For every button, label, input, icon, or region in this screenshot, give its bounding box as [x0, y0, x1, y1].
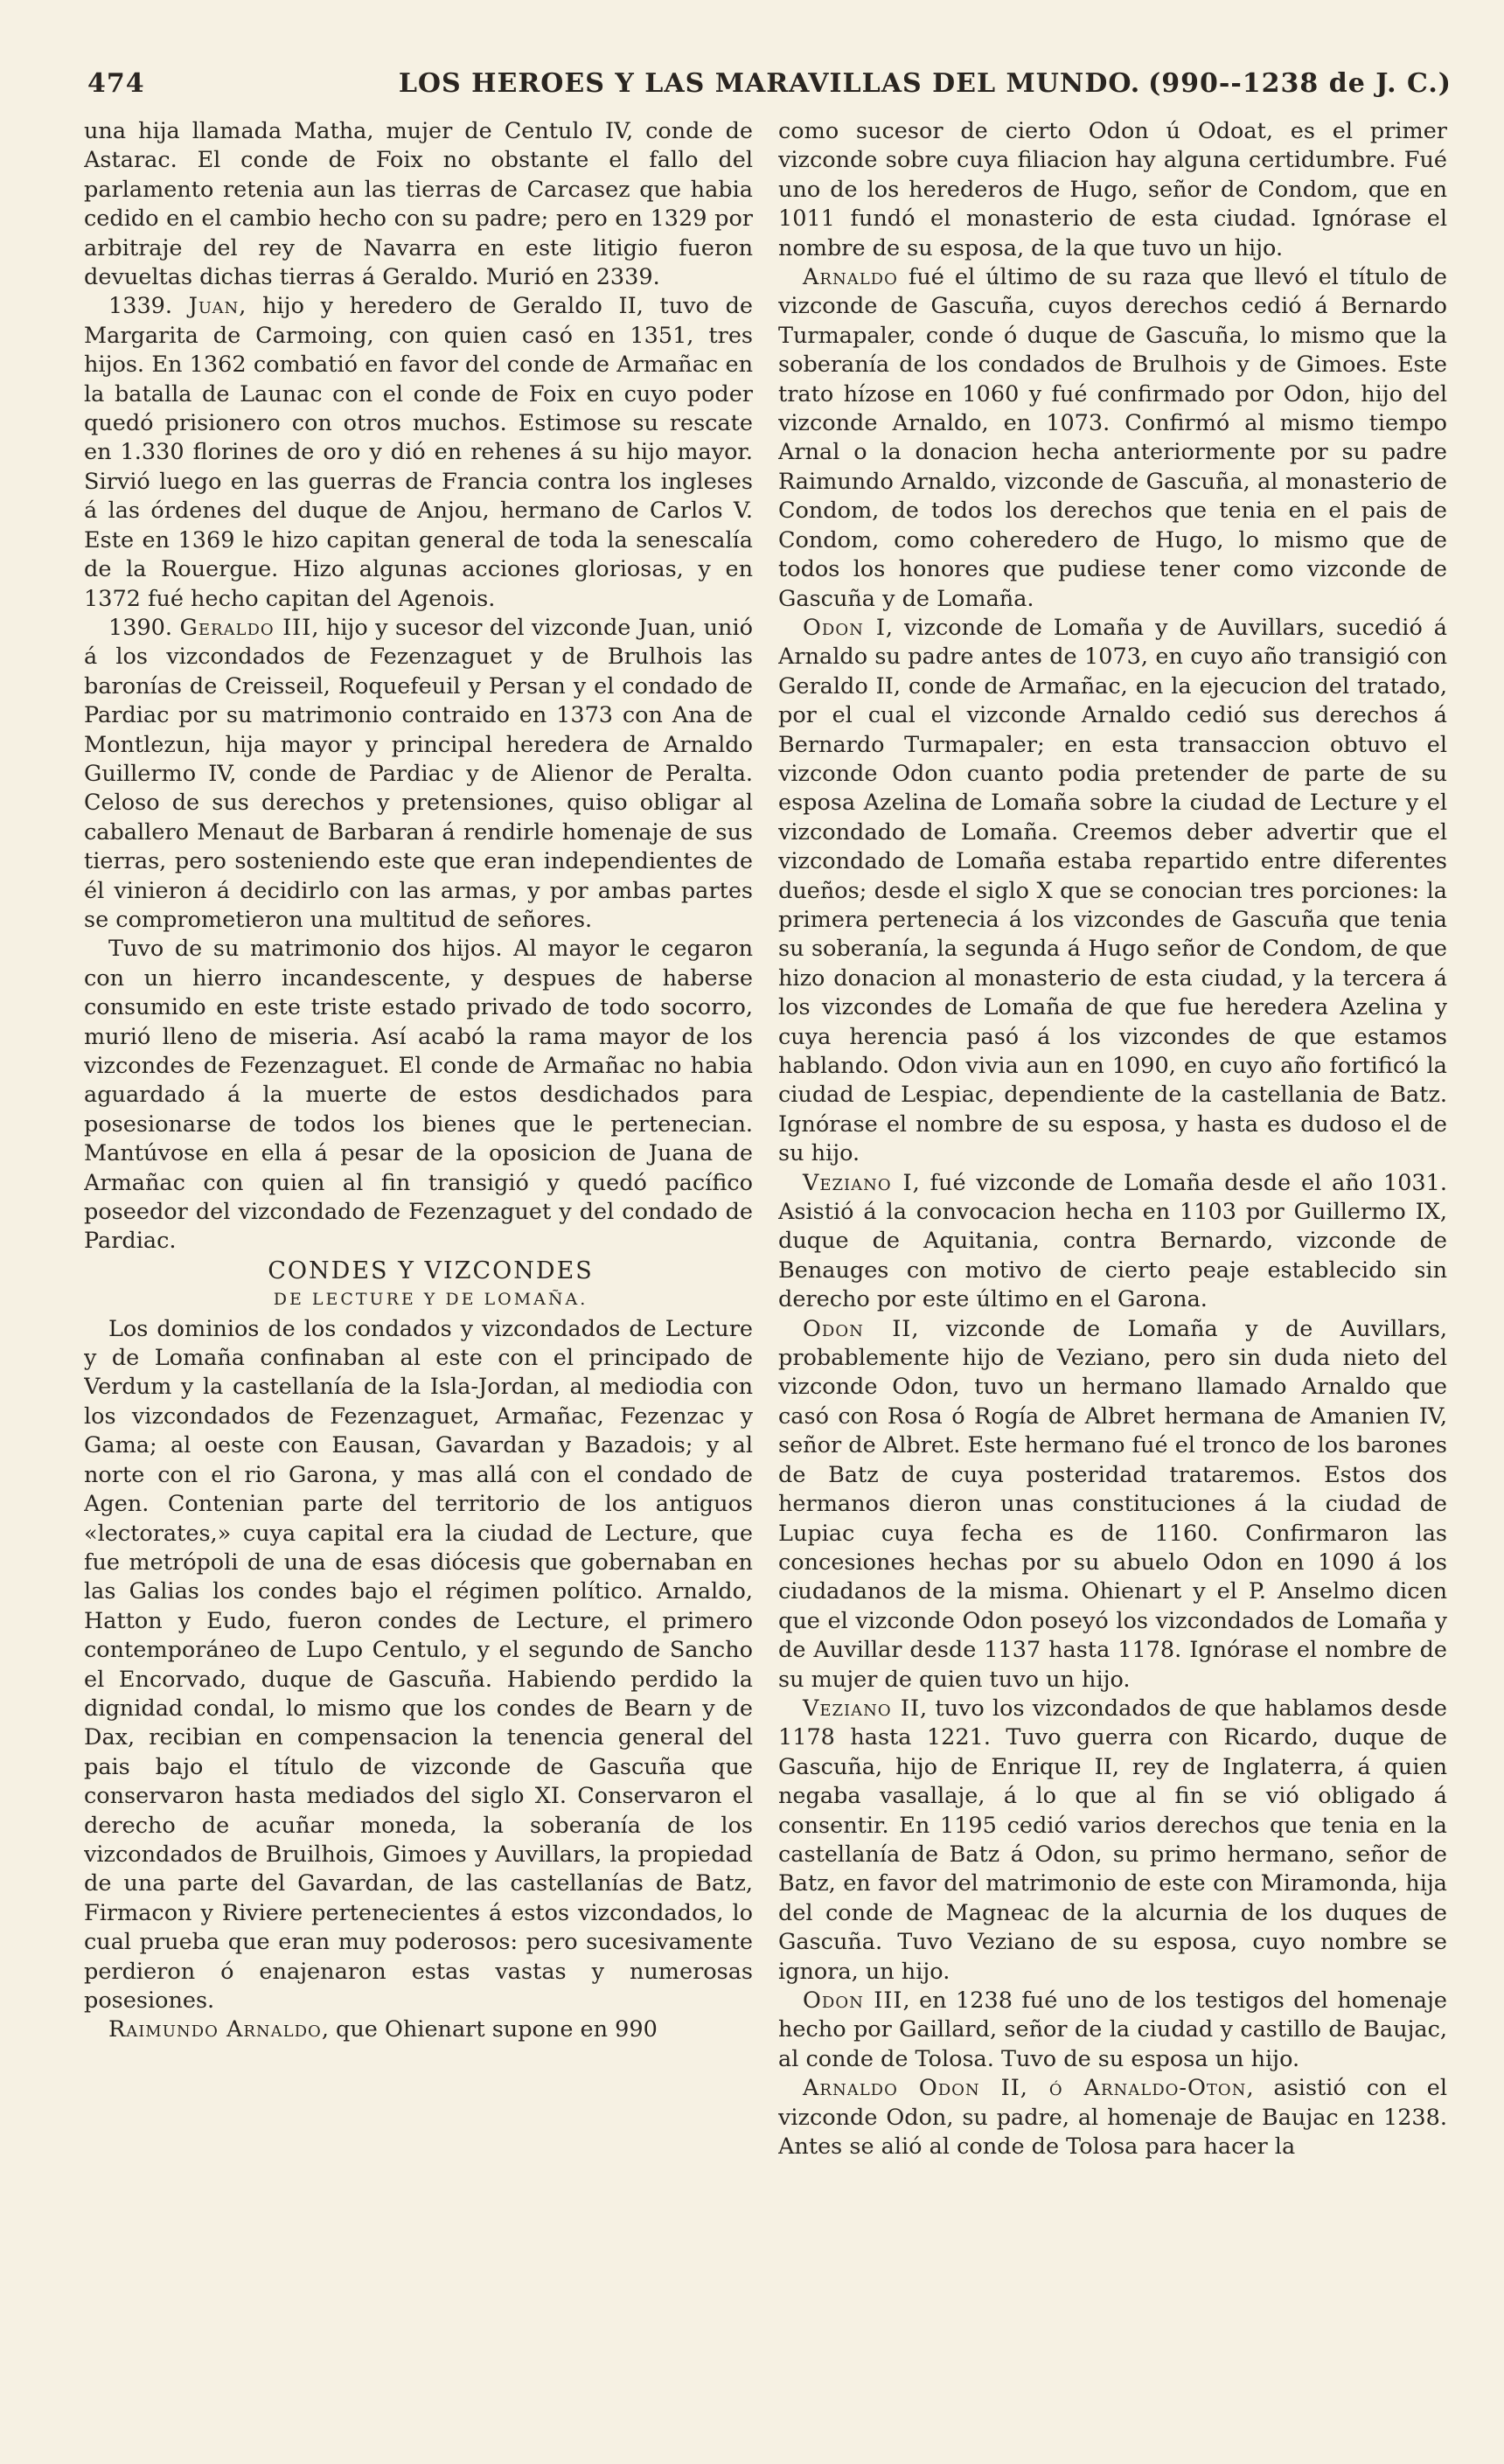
paragraph: como sucesor de cierto Odon ú Odoat, es el primer vizconde sobre cuya filiacion hay alguna certidumbre. Fué uno de los herederos de Hugo, señor de Condom, que en 1011 fundó el monasterio de esta ciudad. Ignórase el nombre de su esposa, de la que tuvo un hijo.: [778, 118, 1447, 261]
page-number: 474: [87, 68, 145, 99]
paragraph: [84, 614, 753, 935]
entry-year: 1339.: [108, 293, 173, 320]
entry-name: Odon II: [803, 1315, 912, 1342]
entry-text: , tuvo los vizcondados de que hablamos desde 1178 hasta 1221. Tuvo guerra con Ricardo, duque de Gascuña, hijo de Enrique II, rey de Inglaterra, á quien negaba vasallaje, á lo que al fin se vió obligado á consentir. En 1195 cedió varios derechos que tenia en la castellanía de Batz á Odon, su primo hermano, señor de Batz, en favor del matrimonio de este con Miramonda, hija del conde de Magneac de la alcurnia de los duques de Gascuña. Tuvo Veziano de su esposa, cuyo nombre se ignora, un hijo.: [778, 1695, 1447, 1985]
paragraph: [84, 2015, 753, 2044]
section-title: CONDES Y VIZCONDES: [268, 1256, 594, 1284]
date-range: (990--1238 de J. C.): [1148, 68, 1452, 99]
right-column: [778, 117, 1447, 2382]
paragraph: [778, 2074, 1447, 2161]
entry-name: Odon III: [803, 1987, 903, 2014]
entry-name: Geraldo III: [179, 614, 312, 641]
entry-name: Arnaldo: [803, 264, 898, 291]
section-subtitle: DE LECTURE Y DE LOMAÑA.: [273, 1290, 588, 1310]
entry-text: , en 1238 fué uno de los testigos del homenaje hecho por Gaillard, señor de la ciudad y castillo de Baujac, al conde de Tolosa. Tuvo de su esposa un hijo.: [778, 1987, 1447, 2072]
running-header: [87, 68, 1452, 110]
paragraph: [778, 263, 1447, 614]
entry-text: , asistió con el vizconde Odon, su padre, al homenaje de Baujac en 1238. Antes se alió al conde de Tolosa para hacer la: [778, 2075, 1447, 2161]
paragraph: [778, 1169, 1447, 1315]
entry-text: , vizconde de Lomaña y de Auvillars, sucedió á Arnaldo su padre antes de 1073, en cuyo año transigió con Geraldo II, conde de Armañac, en la ejecucion del tratado, por el cual el vizconde Arnaldo cedió sus derechos á Bernardo Turmapaler; en esta transaccion obtuvo el vizconde Odon cuanto podia pretender de parte de su esposa Azelina de Lomaña sobre la ciudad de Lecture y el vizcondado de Lomaña. Creemos deber advertir que el vizcondado de Lomaña estaba repartido entre diferentes dueños; desde el siglo X que se conocian tres porciones: la primera pertenecia á los vizcondes de Gascuña que tenia su soberanía, la segunda á Hugo señor de Condom, de que hizo donacion al monasterio de esta ciudad, y la tercera á los vizcondes de Lomaña de que fue heredera Azelina y cuya herencia pasó á los vizcondes de que estamos hablando. Odon vivia aun en 1090, en cuyo año fortificó la ciudad de Lespiac, dependiente de la castellania de Batz. Ignórase el nombre de su esposa, y hasta es dudoso el de su hijo.: [778, 614, 1447, 1167]
paragraph: [778, 1987, 1447, 2074]
entry-text: , hijo y heredero de Geraldo II, tuvo de Margarita de Carmoing, con quien casó en 1351, tres hijos. En 1362 combatió en favor del conde de Armañac en la batalla de Launac con el conde de Foix en cuyo poder quedó prisionero con otros muchos. Estimose su rescate en 1.330 florines de oro y dió en rehenes á su hijo mayor. Sirvió luego en las guerras de Francia contra los ingleses á las órdenes del duque de Anjou, hermano de Carlos V. Este en 1369 le hizo capitan general de toda la senescalía de la Rouergue. Hizo algunas acciones gloriosas, y en 1372 fué hecho capitan del Agenois.: [84, 293, 753, 612]
entry-name: Arnaldo Odon II, ó Arnaldo-Oton: [803, 2075, 1247, 2102]
entry-name: Veziano I: [803, 1169, 913, 1196]
left-column: [84, 117, 753, 2382]
entry-name: Veziano II: [803, 1695, 921, 1722]
entry-name: Juan: [188, 293, 240, 320]
entry-name: Odon I: [803, 614, 886, 641]
paragraph: Tuvo de su matrimonio dos hijos. Al mayor le cegaron con un hierro incandescente, y despues de haberse consumido en este triste estado privado de todo socorro, murió lleno de miseria. Así acabó la rama mayor de los vizcondes de Fezenzaguet. El conde de Armañac no habia aguardado á la muerte de estos desdichados para posesionarse de todos los bienes que le pertenecian. Mantúvose en ella á pesar de la oposicion de Juana de Armañac con quien al fin transigió y quedó pacífico poseedor del vizcondado de Fezenzaguet y del condado de Pardiac.: [84, 936, 753, 1255]
paragraph: [84, 292, 753, 613]
paragraph: [778, 1695, 1447, 1987]
paragraph: [778, 614, 1447, 1169]
entry-text: , hijo y sucesor del vizconde Juan, unió á los vizcondados de Fezenzaguet y de Brulhois las baronías de Creisseil, Roquefeuil y Persan y el condado de Pardiac por su matrimonio contraido en 1373 con Ana de Montlezun, hija mayor y principal heredera de Arnaldo Guillermo IV, conde de Pardiac y de Alienor de Peralta. Celoso de sus derechos y pretensiones, quiso obligar al caballero Menaut de Barbaran á rendirle homenaje de sus tierras, pero sosteniendo este que eran independientes de él vinieron á decidirlo con las armas, y por ambas partes se comprometieron una multitud de señores.: [84, 614, 753, 933]
entry-text: , que Ohienart supone en 990: [321, 2016, 658, 2043]
paragraph: una hija llamada Matha, mujer de Centulo IV, conde de Astarac. El conde de Foix no obstante el fallo del parlamento retenia aun las tierras de Carcasez que habia cedido en el cambio hecho con su padre; pero en 1329 por arbitraje del rey de Navarra en este litigio fueron devueltas dichas tierras á Geraldo. Murió en 2339.: [84, 118, 753, 291]
paragraph: [778, 1315, 1447, 1695]
running-title: LOS HEROES Y LAS MARAVILLAS DEL MUNDO.: [398, 68, 1141, 99]
entry-year: 1390.: [108, 614, 173, 641]
entry-name: Raimundo Arnaldo: [108, 2016, 322, 2043]
paragraph: Los dominios de los condados y vizcondados de Lecture y de Lomaña confinaban al este con el principado de Verdum y la castellanía de la Isla-Jordan, al mediodia con los vizcondados de Fezenzaguet, Armañac, Fezenzac y Gama; al oeste con Eausan, Gavardan y Bazadois; y al norte con el rio Garona, y mas allá con el condado de Agen. Contenian parte del territorio de los antiguos «lectorates,» cuya capital era la ciudad de Lecture, que fue metrópoli de una de esas diócesis que gobernaban en las Galias los condes bajo el régimen político. Arnaldo, Hatton y Eudo, fueron condes de Lecture, el primero contemporáneo de Lupo Centulo, y el segundo de Sancho el Encorvado, duque de Gascuña. Habiendo perdido la dignidad condal, lo mismo que los condes de Bearn y de Dax, recibian en compensacion la tenencia general del pais bajo el título de vizconde de Gascuña que conservaron hasta mediados del siglo XI. Conservaron el derecho de acuñar moneda, la soberanía de los vizcondados de Bruilhois, Gimoes y Auvillars, la propiedad de una parte del Gavardan, de las castellanías de Batz, Firmacon y Riviere pertenecientes á estos vizcondados, lo cual prueba que eran muy poderosos: pero sucesivamente perdieron ó enajenaron estas vastas y numerosas posesiones.: [84, 1315, 753, 2014]
entry-text: , vizconde de Lomaña y de Auvillars, probablemente hijo de Veziano, pero sin duda nieto del vizconde Odon, tuvo un hermano llamado Arnaldo que casó con Rosa ó Rogía de Albret hermana de Amanien IV, señor de Albret. Este hermano fué el tronco de los barones de Batz de cuya posteridad trataremos. Estos dos hermanos dieron unas constituciones á la ciudad de Lupiac cuya fecha es de 1160. Confirmaron las concesiones hechas por su abuelo Odon en 1090 á los ciudadanos de la misma. Ohienart y el P. Anselmo dicen que el vizconde Odon poseyó los vizcondados de Lomaña y de Auvillar desde 1137 hasta 1178. Ignórase el nombre de su mujer de quien tuvo un hijo.: [778, 1315, 1447, 1693]
entry-text: fué el último de su raza que llevó el título de vizconde de Gascuña, cuyos derechos cedió á Bernardo Turmapaler, conde ó duque de Gascuña, lo mismo que la soberanía de los condados de Brulhois y de Gimoes. Este trato hízose en 1060 y fué confirmado por Odon, hijo del vizconde Arnaldo, en 1073. Confirmó al mismo tiempo Arnal o la donacion hecha anteriormente por su padre Raimundo Arnaldo, vizconde de Gascuña, al monasterio de Condom, de todos los derechos que tenia en el pais de Condom, como coheredero de Hugo, lo mismo que de todos los honores que pudiese tener como vizconde de Gascuña y de Lomaña.: [778, 264, 1447, 612]
entry-text: , fué vizconde de Lomaña desde el año 1031. Asistió á la convocacion hecha en 1103 por Guillermo IX, duque de Aquitania, contra Bernardo, vizconde de Benauges con motivo de cierto peaje establecido sin derecho por este último en el Garona.: [778, 1169, 1447, 1313]
